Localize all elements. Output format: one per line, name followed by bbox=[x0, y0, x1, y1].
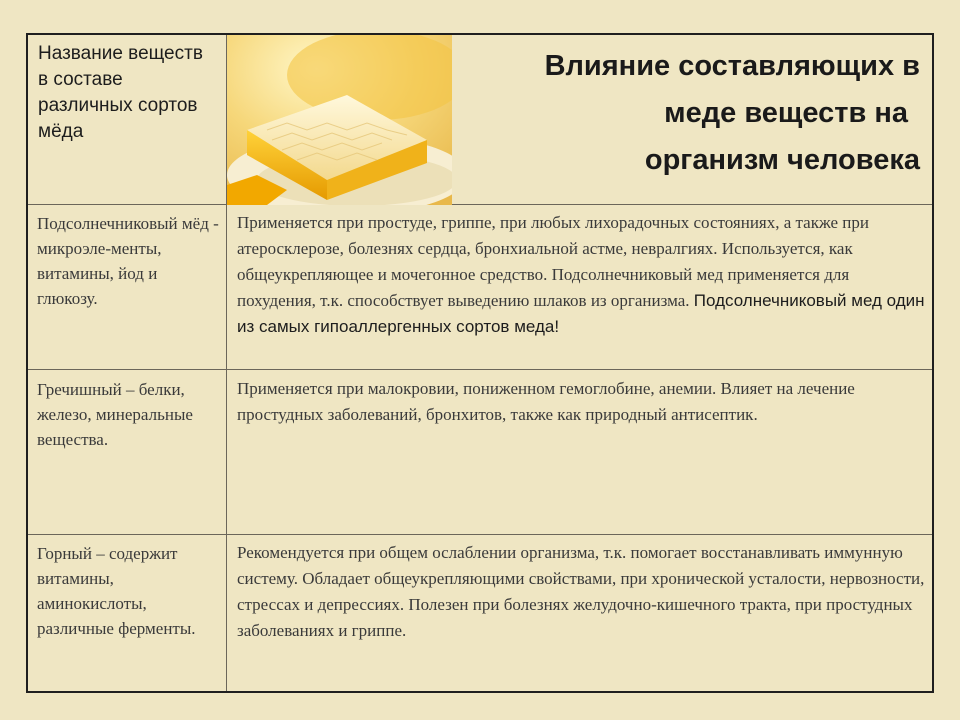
effect-cell: Применяется при малокровии, пониженном гемоглобине, анемии. Влияет на лечение простудных заболеваний, бронхитов, также как природный антисептик. bbox=[237, 379, 855, 424]
substance-cell: Подсолнечниковый мёд - микроэле-менты, витамины, йод и глюкозу. bbox=[37, 214, 219, 308]
title-line: меде веществ на bbox=[664, 97, 908, 129]
header-substances-label: Название веществ в составе различных сортов мёда bbox=[38, 43, 203, 142]
row-divider bbox=[28, 204, 932, 205]
title-line: организм человека bbox=[644, 144, 920, 176]
effect-cell: Рекомендуется при общем ослаблении организма, т.к. помогает восстанавливать иммунную систему. Обладает общеукрепляющими свойствами, при хронической усталости, нервозности, стрессах и депрессиях. Полезен при болезнях желудочно-кишечного тракта, при простудных заболеваниях и гриппе. bbox=[237, 543, 925, 640]
honey-table bbox=[26, 33, 934, 693]
effect-cell bbox=[237, 210, 927, 340]
substance-cell: Горный – содержит витамины, аминокислоты, различные ферменты. bbox=[37, 544, 196, 638]
title-line: Влияние составляющих в bbox=[544, 50, 920, 82]
effect-note: Подсолнечниковый мед один из самых гипоаллергенных сортов меда! bbox=[237, 291, 925, 336]
row-divider bbox=[28, 369, 932, 370]
row-divider bbox=[28, 534, 932, 535]
effect-text: Применяется при простуде, гриппе, при любых лихорадочных состояниях, а также при атеросклерозе, болезнях сердца, бронхиальной астме, невралгиях. Используется, как общеукрепляющее и мочегонное средство. Подсолнечниковый мед применяется для похудения, т.к. способствует выведению шлаков из организма. bbox=[237, 213, 869, 310]
substance-cell: Гречишный – белки, железо, минеральные вещества. bbox=[37, 380, 193, 449]
page-title bbox=[400, 43, 920, 184]
